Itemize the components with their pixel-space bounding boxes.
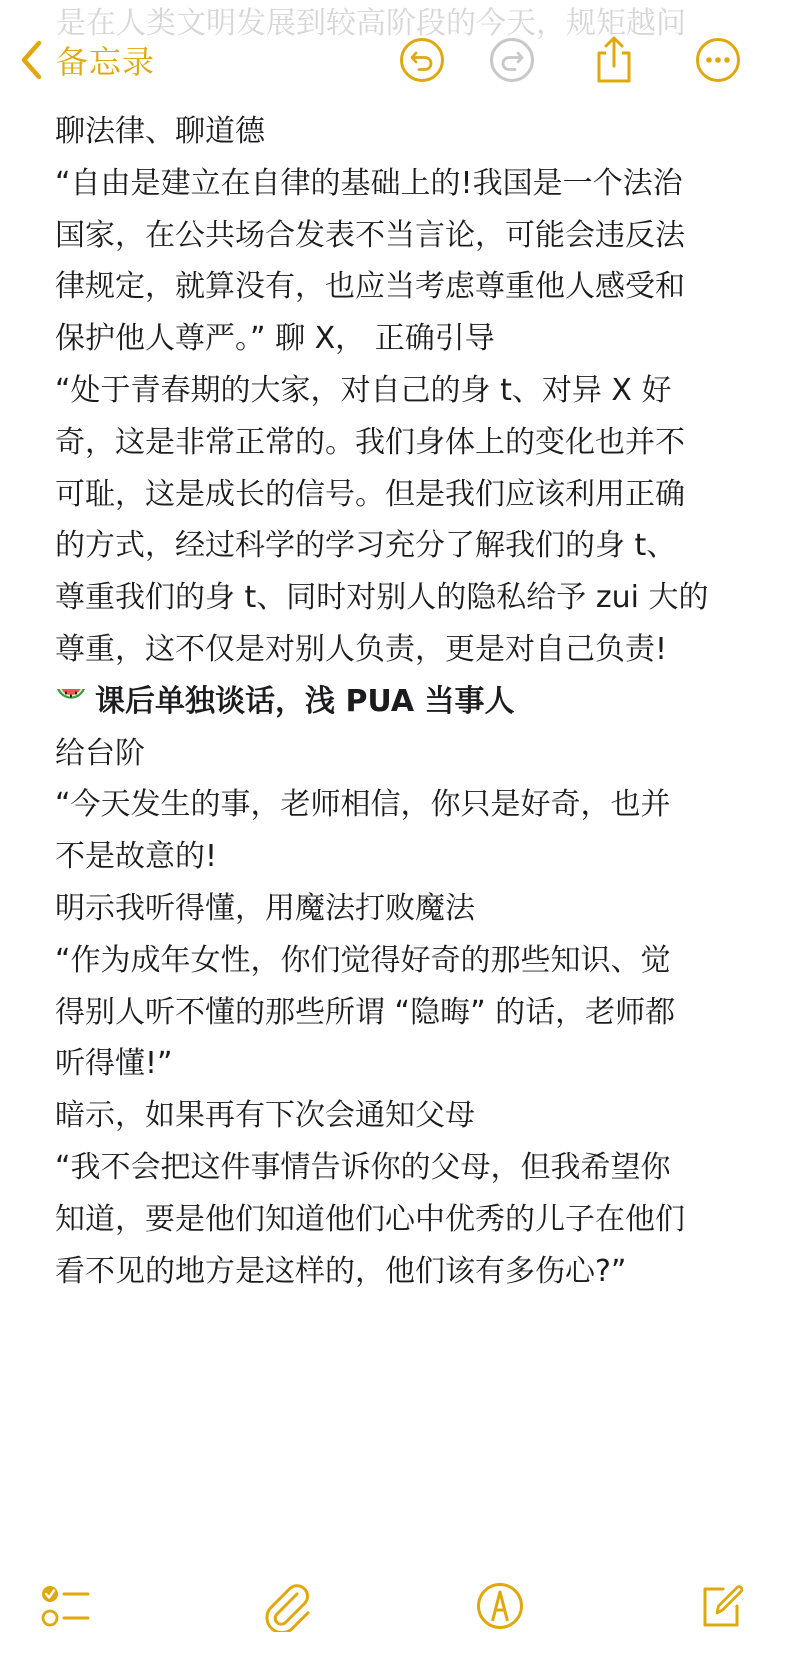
chevron-left-icon — [20, 40, 42, 80]
markup-pen-icon — [475, 1581, 525, 1631]
checklist-icon — [40, 1583, 92, 1629]
share-icon — [592, 35, 636, 85]
note-line: 知道，要是他们知道他们心中优秀的儿子在他们 — [55, 1201, 685, 1237]
bottom-toolbar — [0, 1570, 812, 1640]
note-line: 给台阶 — [55, 735, 145, 771]
note-body[interactable] — [55, 106, 775, 1297]
paperclip-icon — [263, 1580, 313, 1632]
note-line: 聊法律、聊道德 — [55, 114, 265, 149]
note-line: 尊重我们的身 t、同时对别人的隐私给予 zui 大的 — [55, 580, 709, 616]
share-button[interactable] — [590, 36, 638, 84]
navigation-bar — [0, 28, 812, 92]
note-line: “我不会把这件事情告诉你的父母，但我希望你 — [55, 1149, 671, 1185]
note-line: 尊重，这不仅是对别人负责，更是对自己负责! — [55, 631, 668, 667]
compose-icon — [697, 1581, 747, 1631]
watermelon-icon — [55, 680, 87, 710]
redo-button[interactable] — [488, 36, 536, 84]
note-line: 得别人听不懂的那些所谓 “隐晦” 的话，老师都 — [55, 994, 676, 1030]
back-button[interactable] — [20, 34, 155, 86]
markup-button[interactable] — [474, 1580, 526, 1632]
note-line: 保护他人尊严。” 聊 X， 正确引导 — [55, 321, 495, 357]
note-line: 奇，这是非常正常的。我们身体上的变化也并不 — [55, 424, 685, 460]
undo-button[interactable] — [398, 36, 446, 84]
scrolled-text-behind-nav: 是在人类文明发展到较高阶段的今天，规矩越问 — [56, 6, 686, 41]
undo-icon — [399, 37, 445, 83]
note-line: 可耻，这是成长的信号。但是我们应该利用正确 — [55, 476, 685, 512]
note-line: 暗示，如果再有下次会通知父母 — [55, 1098, 475, 1134]
note-line: 看不见的地方是这样的，他们该有多伤心?” — [55, 1253, 627, 1289]
back-label: 备忘录 — [56, 43, 156, 81]
note-line: “自由是建立在自律的基础上的!我国是一个法治 — [55, 165, 683, 201]
note-line: 的方式，经过科学的学习充分了解我们的身 t、 — [55, 528, 677, 564]
more-icon — [695, 37, 741, 83]
note-line: “作为成年女性，你们觉得好奇的那些知识、觉 — [55, 942, 671, 978]
note-line: 国家，在公共场合发表不当言论，可能会违反法 — [55, 217, 685, 253]
compose-button[interactable] — [696, 1580, 748, 1632]
note-line: 听得懂!” — [55, 1046, 173, 1082]
note-line: “处于青春期的大家，对自己的身 t、对异 X 好 — [55, 372, 672, 408]
note-heading-text: 课后单独谈话，浅 PUA 当事人 — [95, 683, 515, 719]
note-line: 明示我听得懂，用魔法打败魔法 — [55, 890, 475, 926]
note-line: 不是故意的! — [55, 839, 218, 875]
note-heading — [55, 676, 775, 728]
note-line: 律规定，就算没有，也应当考虑尊重他人感受和 — [55, 269, 685, 305]
attachment-button[interactable] — [262, 1580, 314, 1632]
note-line: “今天发生的事，老师相信，你只是好奇，也并 — [55, 787, 671, 823]
redo-icon — [489, 37, 535, 83]
more-button[interactable] — [694, 36, 742, 84]
checklist-button[interactable] — [40, 1580, 92, 1632]
